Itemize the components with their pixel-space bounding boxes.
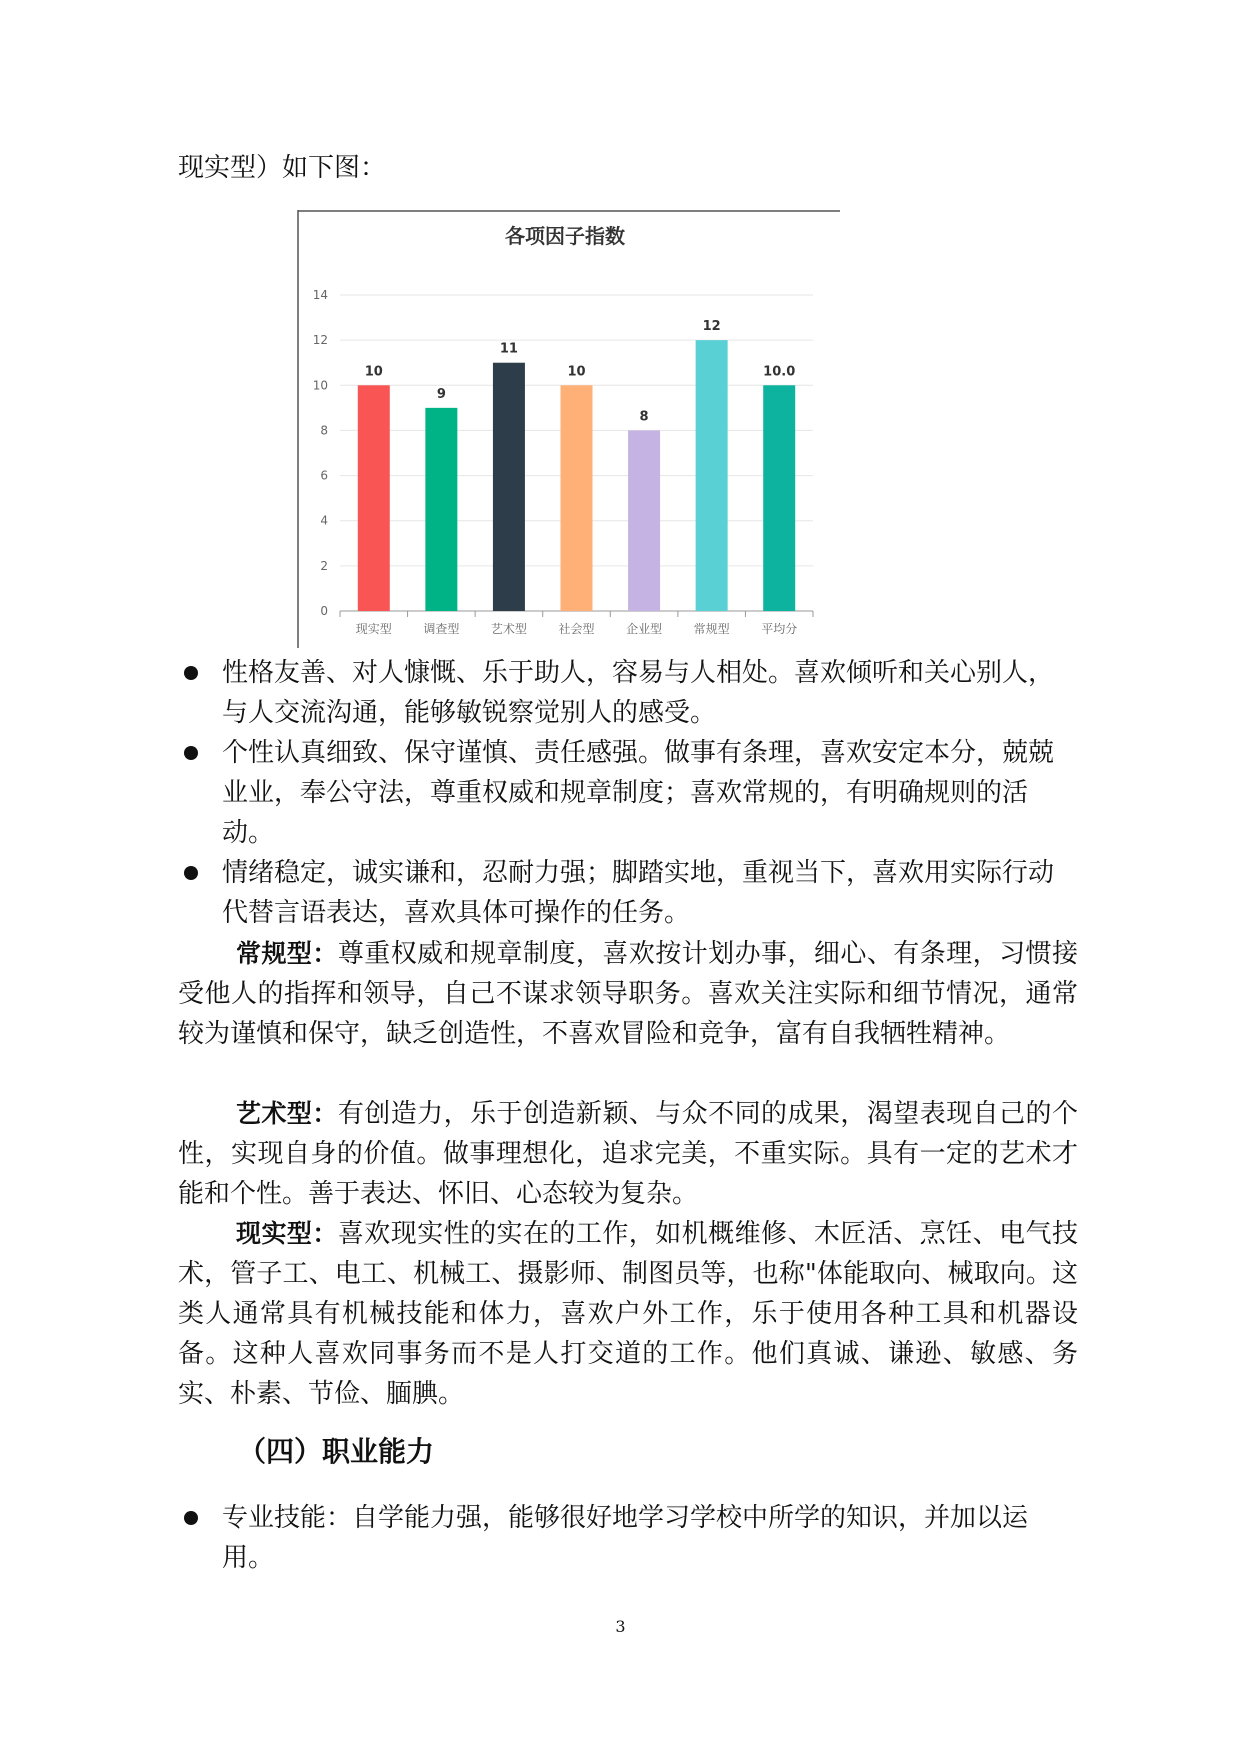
bar-chart-svg — [297, 210, 840, 648]
list-item-text: 性格友善、对人慷慨、乐于助人，容易与人相处。喜欢倾听和关心别人，与人交流沟通，能够敏锐察觉别人的感受。 — [222, 658, 1055, 728]
paragraph-term: 艺术型： — [236, 1099, 338, 1128]
bullet-dot-icon — [184, 866, 198, 880]
y-tick-label: 2 — [320, 558, 328, 573]
bar-value-label: 11 — [499, 341, 518, 357]
paragraph-term: 现实型： — [236, 1219, 338, 1248]
chart-title: 各项因子指数 — [505, 224, 625, 248]
bar-value-label: 10 — [567, 364, 586, 380]
bar — [561, 385, 593, 611]
paragraph-text: 有创造力，乐于创造新颖、与众不同的成果，渴望表现自己的个性，实现自身的价值。做事理想化，追求完美，不重实际。具有一定的艺术才能和个性。善于表达、怀旧、心态较为复杂。 — [178, 1099, 1078, 1209]
list-item — [178, 733, 1078, 853]
intro-line: 现实型）如下图： — [178, 153, 387, 183]
x-tick-label: 企业型 — [626, 622, 663, 636]
bar — [628, 430, 660, 611]
y-tick-label: 6 — [320, 468, 328, 483]
x-tick-label: 平均分 — [761, 622, 798, 636]
bar-value-label: 10 — [364, 364, 383, 380]
list-item-text: 情绪稳定，诚实谦和，忍耐力强；脚踏实地，重视当下，喜欢用实际行动代替言语表达，喜欢具体可操作的任务。 — [222, 858, 1055, 928]
y-tick-label: 8 — [320, 423, 328, 438]
list-item — [178, 653, 1078, 733]
bar-value-label: 9 — [436, 386, 446, 402]
x-tick-label: 现实型 — [355, 622, 392, 636]
paragraph-term: 常规型： — [236, 939, 338, 968]
bullet-dot-icon — [184, 1511, 198, 1525]
bullet-list-traits — [178, 653, 1078, 933]
list-item — [178, 1498, 1078, 1578]
list-item-text: 个性认真细致、保守谨慎、责任感强。做事有条理，喜欢安定本分，兢兢业业，奉公守法，尊重权威和规章制度；喜欢常规的，有明确规则的活动。 — [222, 738, 1055, 848]
section-heading: （四）职业能力 — [238, 1435, 435, 1468]
list-item-text: 专业技能：自学能力强，能够很好地学习学校中所学的知识，并加以运用。 — [222, 1503, 1029, 1573]
paragraph-conventional — [178, 934, 1078, 1054]
x-tick-label: 调查型 — [423, 622, 460, 636]
paragraph-realistic — [178, 1214, 1078, 1414]
bullet-dot-icon — [184, 666, 198, 680]
paragraph-text: 喜欢现实性的实在的工作，如机概维修、木匠活、烹饪、电气技术，管子工、电工、机械工、摄影师、制图员等，也称"体能取向、械取向。这类人通常具有机械技能和体力，喜欢户外工作，乐于使用各种工具和机器设备。这种人喜欢同事务而不是人打交道的工作。他们真诚、谦逊、敏感、务实、朴素、节俭、腼腆。 — [178, 1219, 1078, 1409]
y-tick-label: 14 — [312, 288, 328, 302]
paragraph-text: 尊重权威和规章制度，喜欢按计划办事，细心、有条理，习惯接受他人的指挥和领导，自己不谋求领导职务。喜欢关注实际和细节情况，通常较为谨慎和保守，缺乏创造性，不喜欢冒险和竞争，富有自我牺牲精神。 — [178, 939, 1078, 1049]
x-tick-label: 艺术型 — [490, 622, 527, 636]
x-tick-label: 社会型 — [558, 622, 595, 636]
bar — [425, 408, 457, 611]
bar-value-label: 10.0 — [763, 364, 796, 380]
factor-index-chart — [297, 210, 840, 648]
bullet-dot-icon — [184, 746, 198, 760]
y-tick-label: 0 — [320, 604, 328, 618]
bar — [763, 385, 795, 611]
list-item — [178, 853, 1078, 933]
bar-value-label: 8 — [639, 409, 649, 425]
bar — [358, 385, 390, 611]
bullet-list-abilities — [178, 1498, 1078, 1578]
y-tick-label: 10 — [312, 378, 328, 393]
y-tick-label: 12 — [312, 333, 328, 348]
bar — [493, 363, 525, 611]
bar-value-label: 12 — [702, 319, 721, 335]
page-number: 3 — [615, 1617, 626, 1636]
y-tick-label: 4 — [320, 513, 328, 528]
bar — [696, 340, 728, 611]
x-tick-label: 常规型 — [693, 622, 730, 636]
paragraph-artistic — [178, 1094, 1078, 1214]
